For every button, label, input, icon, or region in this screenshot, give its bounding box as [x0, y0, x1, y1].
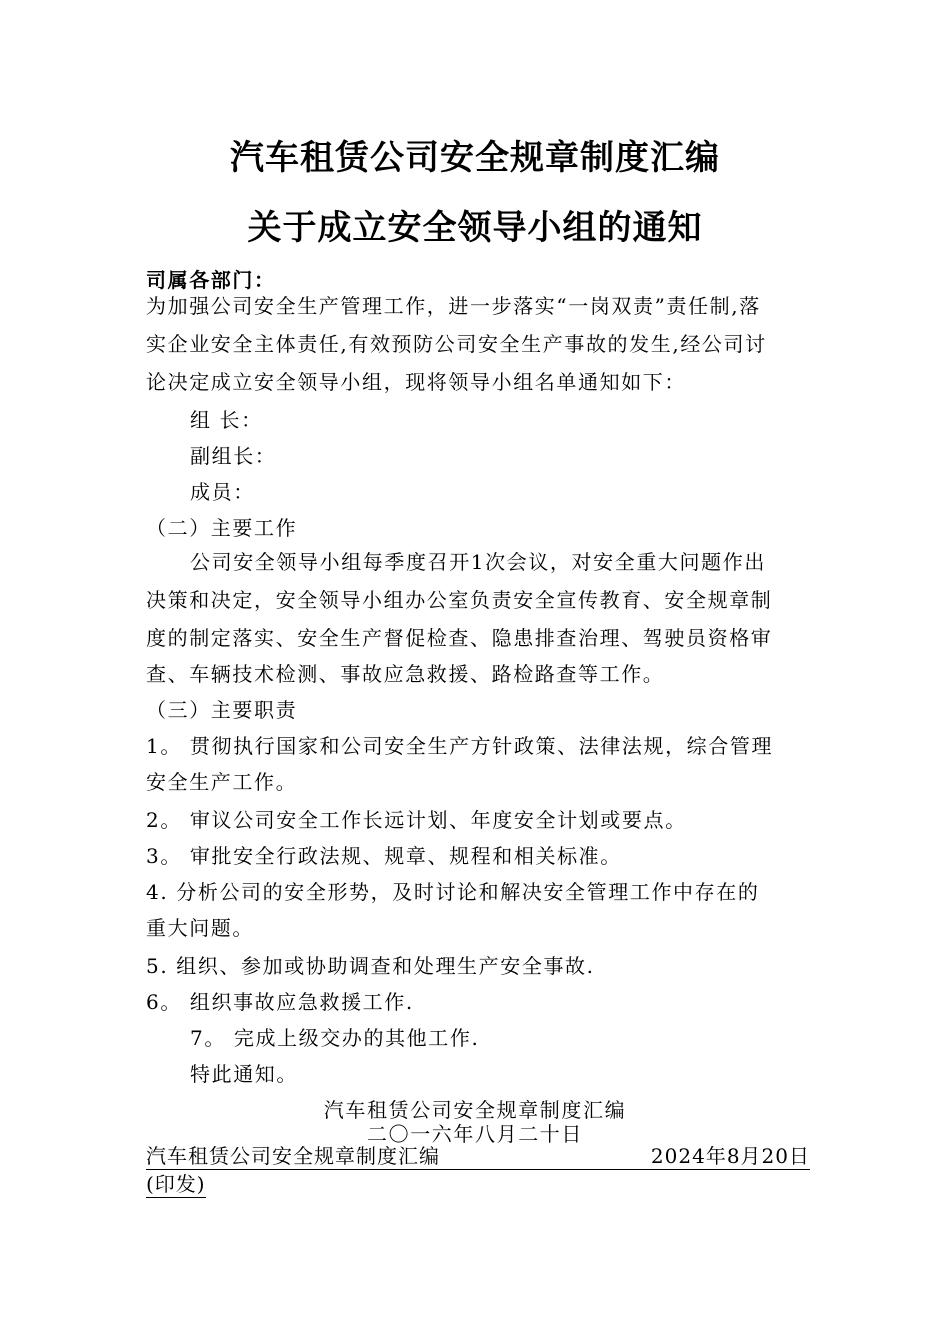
footer-right: 2024年8月20日: [650, 1144, 810, 1168]
sign-date: 二〇一六年八月二十日: [367, 1122, 583, 1146]
duty-item: 4. 分析公司的安全形势，及时讨论和解决安全管理工作中存在的: [146, 880, 760, 904]
footer-left: 汽车租赁公司安全规章制度汇编: [146, 1144, 440, 1168]
duty-item: 5. 组织、参加或协助调查和处理生产安全事故.: [146, 954, 595, 978]
role-deputy: 副组长：: [190, 444, 277, 468]
notice-title: 关于成立安全领导小组的通知: [247, 208, 703, 248]
duty-item: 重大问题。: [146, 916, 254, 940]
duty-item: 安全生产工作。: [146, 770, 298, 794]
footer-issued: (印发): [146, 1168, 206, 1198]
intro-line: 论决定成立安全领导小组，现将领导小组名单通知如下：: [146, 370, 686, 394]
role-leader: 组 长：: [190, 408, 263, 432]
section-body-line: 公司安全领导小组每季度召开1次会议，对安全重大问题作出: [190, 550, 766, 574]
signature: 汽车租赁公司安全规章制度汇编: [323, 1098, 627, 1122]
role-members: 成员：: [190, 480, 255, 504]
duty-item: 2。 审议公司安全工作长远计划、年度安全计划或要点。: [146, 808, 687, 832]
document-title: 汽车租赁公司安全规章制度汇编: [230, 138, 720, 178]
duty-item: 3。 审批安全行政法规、规章、规程和相关标准。: [146, 844, 622, 868]
duty-item: 7。 完成上级交办的其他工作.: [190, 1026, 480, 1050]
section-body-line: 度的制定落实、安全生产督促检查、隐患排查治理、驾驶员资格审: [146, 626, 773, 650]
intro-line: 为加强公司安全生产管理工作，进一步落实“一岗双责”责任制,落: [146, 294, 761, 318]
section-body-line: 查、车辆技术检测、事故应急救援、路检路查等工作。: [146, 662, 665, 686]
intro-line: 实企业安全主体责任,有效预防公司安全生产事故的发生,经公司讨: [146, 332, 767, 356]
section-heading: （二）主要工作: [146, 516, 298, 540]
section-body-line: 决策和决定，安全领导小组办公室负责安全宣传教育、安全规章制: [146, 588, 773, 612]
duty-item: 6。 组织事故应急救援工作.: [146, 990, 414, 1014]
footer-bar: [146, 1140, 810, 1170]
salutation: 司属各部门：: [146, 268, 276, 292]
section-heading: （三）主要职责: [146, 698, 298, 722]
closing: 特此通知。: [190, 1062, 298, 1086]
duty-item: 1。 贯彻执行国家和公司安全生产方针政策、法律法规，综合管理: [146, 734, 774, 758]
